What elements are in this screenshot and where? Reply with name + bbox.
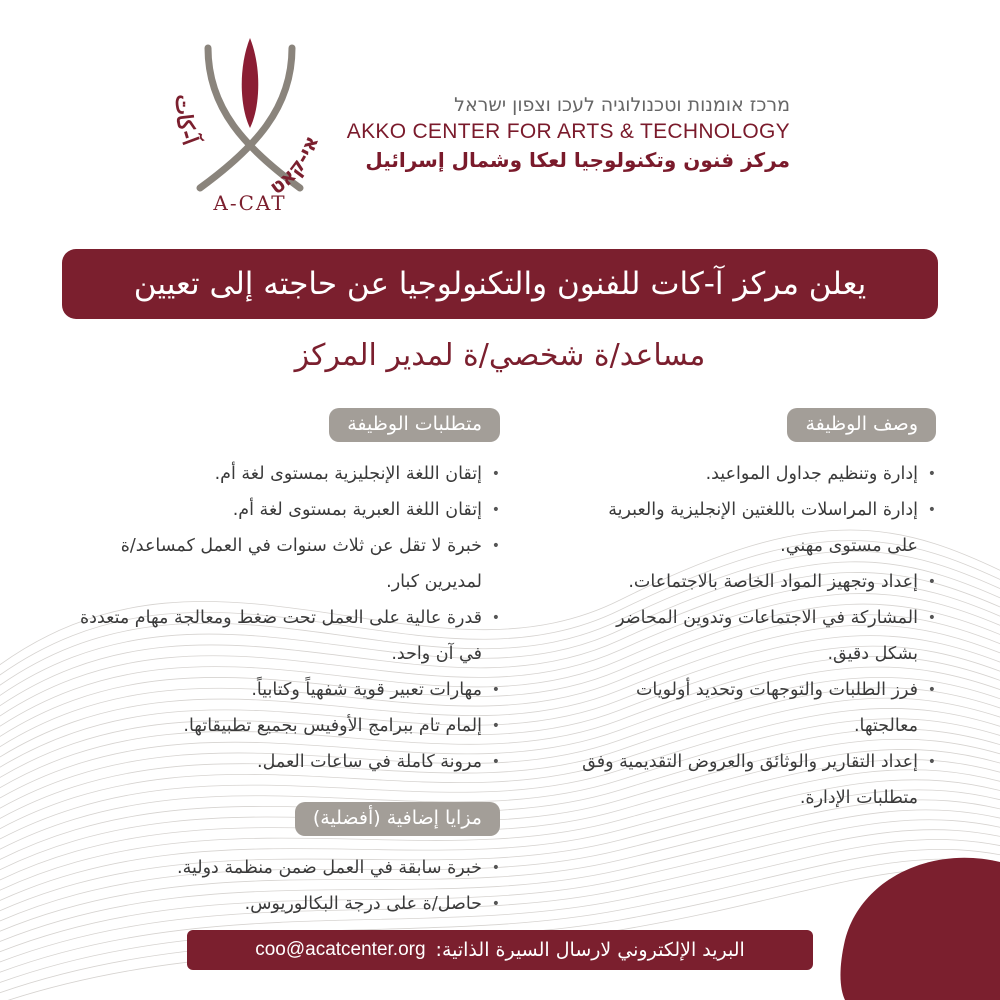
banner-text: يعلن مركز آ-كات للفنون والتكنولوجيا عن حاجته إلى تعيين [133, 266, 867, 302]
list-item-text: مهارات تعبير قوية شفهياً وكتابياً. [251, 680, 482, 700]
bullet-icon: • [491, 682, 500, 698]
list-item [80, 600, 500, 672]
list-item [80, 886, 500, 922]
list-item [576, 564, 936, 600]
list-item [80, 850, 500, 886]
bullet-icon: • [491, 502, 500, 518]
org-name-arabic: مركز فنون وتكنولوجيا لعكا وشمال إسرائيل [365, 148, 790, 172]
job-description-heading: وصف الوظيفة [787, 408, 936, 442]
org-name-hebrew: מרכז אומנות וטכנולוגיה לעכו וצפון ישראל [454, 94, 790, 116]
list-item-text: إدارة وتنظيم جداول المواعيد. [705, 464, 918, 484]
email-link[interactable]: coo@acatcenter.org [255, 939, 426, 960]
list-item [576, 600, 936, 672]
list-item [576, 456, 936, 492]
list-item [576, 492, 936, 564]
list-item [80, 456, 500, 492]
bullet-icon: • [491, 718, 500, 734]
list-item [80, 492, 500, 528]
org-name-english: AKKO CENTER FOR ARTS & TECHNOLOGY [346, 120, 790, 143]
bullet-icon: • [491, 466, 500, 482]
benefits-section [80, 802, 500, 922]
list-item [80, 528, 500, 600]
bullet-icon: • [927, 574, 936, 590]
bullet-icon: • [927, 754, 936, 770]
list-item [576, 672, 936, 744]
list-item-text: إلمام تام ببرامج الأوفيس بجميع تطبيقاتها. [183, 716, 482, 736]
a-cat-logo-icon [150, 28, 350, 218]
list-item-text: المشاركة في الاجتماعات وتدوين المحاضر بشكل دقيق. [616, 608, 918, 664]
bullet-icon: • [491, 860, 500, 876]
list-item-text: حاصل/ة على درجة البكالوريوس. [244, 894, 482, 914]
bullet-icon: • [491, 538, 500, 554]
bullet-icon: • [927, 682, 936, 698]
list-item-text: خبرة لا تقل عن ثلاث سنوات في العمل كمساعد/ة لمديرين كبار. [120, 536, 482, 592]
list-item [80, 672, 500, 708]
list-item-text: خبرة سابقة في العمل ضمن منظمة دولية. [177, 858, 482, 878]
logo-lettering-he: אי-קאט [264, 132, 324, 200]
requirements-section [80, 408, 500, 922]
logo-lettering-ar: آ-كات [170, 94, 204, 149]
list-item [80, 708, 500, 744]
list-item-text: إتقان اللغة العبرية بمستوى لغة أم. [232, 500, 482, 520]
contact-footer [187, 930, 813, 970]
list-item-text: إتقان اللغة الإنجليزية بمستوى لغة أم. [214, 464, 482, 484]
benefits-heading: مزايا إضافية (أفضلية) [295, 802, 500, 836]
job-description-section [576, 408, 936, 816]
bullet-icon: • [491, 754, 500, 770]
email-label: البريد الإلكتروني لارسال السيرة الذاتية: [435, 939, 745, 961]
job-title: مساعد/ة شخصي/ة لمدير المركز [294, 338, 706, 373]
requirements-heading: متطلبات الوظيفة [329, 408, 500, 442]
list-item [80, 744, 500, 780]
a-cat-logo [150, 28, 350, 218]
list-item-text: قدرة عالية على العمل تحت ضغط ومعالجة مهام متعددة في آن واحد. [80, 608, 482, 664]
bullet-icon: • [927, 610, 936, 626]
announcement-banner [62, 249, 938, 319]
list-item-text: إعداد وتجهيز المواد الخاصة بالاجتماعات. [628, 572, 918, 592]
requirements-list [80, 456, 500, 780]
list-item [576, 744, 936, 816]
benefits-list [80, 850, 500, 922]
bullet-icon: • [491, 610, 500, 626]
list-item-text: مرونة كاملة في ساعات العمل. [257, 752, 482, 772]
bullet-icon: • [491, 896, 500, 912]
bullet-icon: • [927, 466, 936, 482]
list-item-text: فرز الطلبات والتوجهات وتحديد أولويات معالجتها. [635, 680, 918, 736]
organization-names [347, 92, 790, 174]
list-item-text: إعداد التقارير والوثائق والعروض التقديمية وفق متطلبات الإدارة. [582, 752, 918, 808]
list-item-text: إدارة المراسلات باللغتين الإنجليزية والعبرية على مستوى مهني. [608, 500, 918, 556]
bullet-icon: • [927, 502, 936, 518]
logo-lettering-en: A-CAT [213, 191, 287, 215]
job-description-list [576, 456, 936, 816]
